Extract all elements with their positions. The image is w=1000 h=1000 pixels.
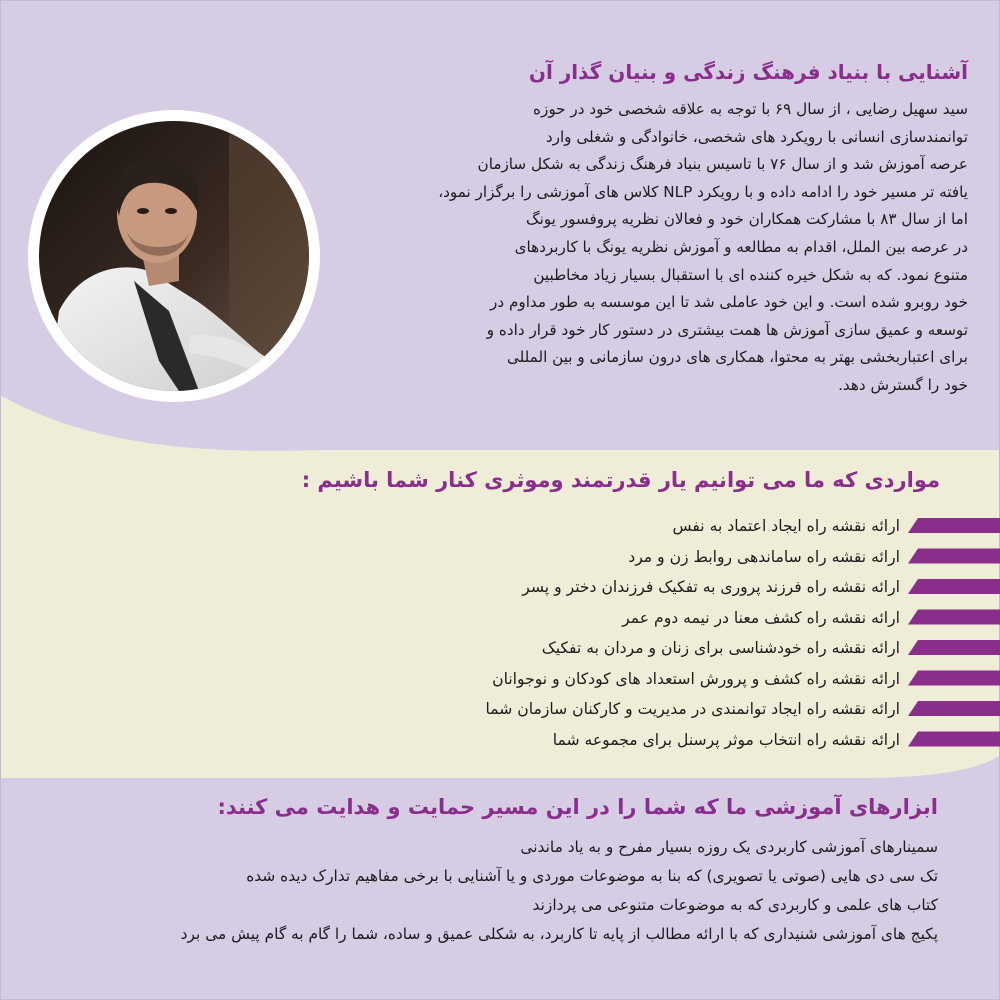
about-line: توسعه و عمیق سازی آموزش ها همت بیشتری در دستور کار خود قرار داده و bbox=[486, 320, 968, 339]
about-line: متنوع نمود. که به شکل خیره کننده ای با استقبال بسیار زیاد مخاطبین bbox=[533, 265, 968, 284]
ribbon-bullet-icon bbox=[908, 610, 1000, 625]
ribbon-bullet-icon bbox=[908, 579, 1000, 594]
list-item: ارائه نقشه راه خودشناسی برای زنان و مردان به تفکیک bbox=[541, 639, 900, 658]
tools-line: تک سی دی هایی (صوتی یا تصویری) که بنا به موضوعات موردی و یا آشنایی با برخی مفاهیم تدارک دیده شده bbox=[246, 867, 938, 885]
tools-line: پکیج های آموزشی شنیداری که با ارائه مطالب از پایه تا کاربرد، به شکلی عمیق و ساده، شما را گام به گام پیش می برد bbox=[180, 925, 938, 943]
about-line: عرصه آموزش شد و از سال ۷۶ با تاسیس بنیاد فرهنگ زندگی به شکل سازمان bbox=[477, 155, 968, 174]
tools-title: ابزارهای آموزشی ما که شما را در این مسیر حمایت و هدایت می کنند: bbox=[217, 795, 938, 819]
about-line: در عرصه بین الملل، اقدام به مطالعه و آموزش نظریه یونگ با کاربردهای bbox=[514, 237, 968, 256]
ribbon-bullet-icon bbox=[908, 549, 1000, 564]
tools-line: سمینارهای آموزشی کاربردی یک روزه بسیار مفرح و به یاد ماندنی bbox=[520, 838, 938, 856]
about-section bbox=[328, 60, 968, 400]
list-item: ارائه نقشه راه کشف و پرورش استعداد های کودکان و نوجوانان bbox=[492, 669, 900, 688]
list-item: ارائه نقشه راه ایجاد اعتماد به نفس bbox=[672, 517, 900, 536]
about-line: برای اعتباربخشی بهتر به محتوا، همکاری های درون سازمانی و بین المللی bbox=[506, 348, 968, 367]
about-line: اما از سال ۸۳ با مشارکت همکاران خود و فعالان نظریه پروفسور یونگ bbox=[526, 210, 968, 229]
ribbon-bullet-icon bbox=[908, 640, 1000, 655]
ribbon-bullet-icon bbox=[908, 671, 1000, 686]
list-item: ارائه نقشه راه انتخاب موثر پرسنل برای مجموعه شما bbox=[552, 730, 900, 749]
list-item: ارائه نقشه راه کشف معنا در نیمه دوم عمر bbox=[622, 608, 900, 627]
services-section bbox=[240, 468, 940, 492]
ribbon-bullet-icon bbox=[908, 518, 1000, 533]
about-paragraph bbox=[328, 96, 968, 400]
about-line: یافته تر مسیر خود را ادامه داده و با رویکرد NLP کلاس های آموزشی را برگزار نمود، bbox=[438, 182, 968, 201]
about-line: خود روبرو شده است. و این خود عاملی شد تا این موسسه به طور مداوم در bbox=[490, 293, 968, 312]
services-title: مواردی که ما می توانیم یار قدرتمند وموثری کنار شما باشیم : bbox=[301, 468, 940, 492]
about-line: سید سهیل رضایی ، از سال ۶۹ با توجه به علاقه شخصی خود در حوزه bbox=[533, 100, 968, 118]
services-list bbox=[485, 511, 900, 755]
tools-line: کتاب های علمی و کاربردی که به موضوعات متنوعی می پردازند bbox=[532, 896, 938, 914]
ribbon-bullet-icon bbox=[908, 732, 1000, 747]
about-line: توانمندسازی انسانی با رویکرد های شخصی، خانوادگی و شغلی وارد bbox=[545, 127, 968, 146]
tools-section bbox=[78, 795, 938, 949]
list-item: ارائه نقشه راه ایجاد توانمندی در مدیریت و کارکنان سازمان شما bbox=[485, 700, 900, 719]
list-item: ارائه نقشه راه فرزند پروری به تفکیک فرزندان دختر و پسر bbox=[522, 578, 900, 597]
tools-list bbox=[78, 833, 938, 949]
founder-portrait-photo bbox=[39, 121, 309, 391]
ribbon-bullet-icon bbox=[908, 701, 1000, 716]
about-title: آشنایی با بنیاد فرهنگ زندگی و بنیان گذار آن bbox=[528, 60, 968, 84]
list-item: ارائه نقشه راه ساماندهی روابط زن و مرد bbox=[628, 547, 900, 566]
services-ribbons bbox=[900, 511, 1000, 761]
about-line: خود را گسترش دهد. bbox=[838, 375, 968, 394]
